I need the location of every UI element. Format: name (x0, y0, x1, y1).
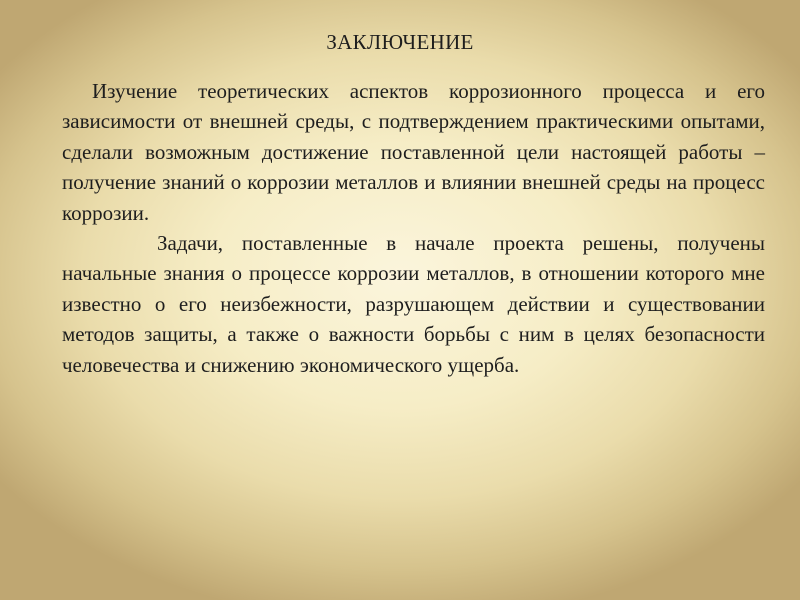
paragraph-conclusion-tasks: Задачи, поставленные в начале проекта решены, получены начальные знания о процессе коррозии металлов, в отношении которого мне известно о его неизбежности, разрушающем действии и существовании методов защиты, а также о важности борьбы с ним в целях безопасности человечества и снижению экономического ущерба. (62, 231, 765, 377)
slide-title: ЗАКЛЮЧЕНИЕ (326, 30, 474, 54)
paragraph-conclusion-study: Изучение теоретических аспектов коррозионного процесса и его зависимости от внешней среды, с подтверждением практическими опытами, сделали возможным достижение поставленной цели настоящей работы – получение знаний о коррозии металлов и влиянии внешней среды на процесс коррозии. (62, 79, 765, 225)
body-text (62, 76, 765, 380)
